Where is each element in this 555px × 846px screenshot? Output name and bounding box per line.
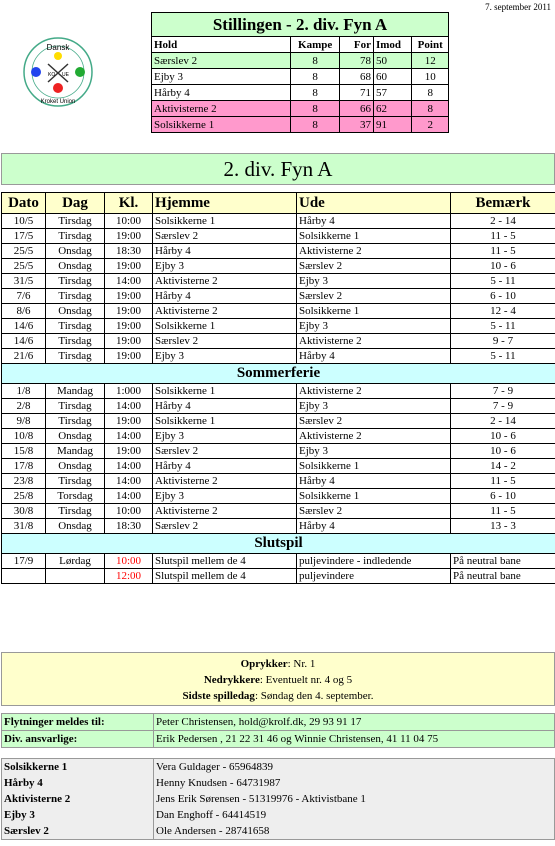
match-time: 19:00 [105, 259, 153, 274]
match-time: 10:00 [105, 214, 153, 229]
sidste-spilledag-label: Sidste spilledag [182, 690, 255, 702]
team-name: Solsikkerne 1 [2, 759, 154, 776]
match-row [2, 414, 555, 429]
schedule-header-result: Bemærk [451, 193, 555, 214]
match-away: Solsikkerne 1 [297, 229, 451, 244]
match-date: 31/8 [2, 519, 46, 534]
match-home: Aktivisterne 2 [153, 304, 297, 319]
oprykker-line [2, 656, 554, 672]
match-away: Ejby 3 [297, 444, 451, 459]
match-home: Solsikkerne 1 [153, 214, 297, 229]
contact-row [2, 731, 555, 748]
match-time: 14:00 [105, 489, 153, 504]
match-result: 11 - 5 [451, 229, 555, 244]
match-time: 19:00 [105, 349, 153, 364]
match-result: 13 - 3 [451, 519, 555, 534]
match-row [2, 459, 555, 474]
season-info-box [1, 652, 555, 706]
nedrykkere-label: Nedrykkere [203, 674, 260, 686]
match-time: 14:00 [105, 429, 153, 444]
match-time: 19:00 [105, 444, 153, 459]
standings-hold: Aktivisterne 2 [152, 101, 291, 117]
match-row [2, 334, 555, 349]
match-date: 17/9 [2, 554, 46, 569]
logo-mid-right: UE [62, 72, 69, 78]
match-day: Onsdag [46, 304, 105, 319]
team-name: Aktivisterne 2 [2, 791, 154, 807]
standings-for: 71 [339, 85, 373, 101]
match-row [2, 319, 555, 334]
team-contact: Henny Knudsen - 64731987 [154, 775, 555, 791]
match-date: 10/5 [2, 214, 46, 229]
standings-kampe: 8 [291, 53, 339, 69]
match-home: Solsikkerne 1 [153, 414, 297, 429]
standings-header-kampe: Kampe [291, 37, 339, 53]
match-date: 23/8 [2, 474, 46, 489]
standings-for: 68 [339, 69, 373, 85]
match-day: Mandag [46, 444, 105, 459]
match-away: Hårby 4 [297, 519, 451, 534]
match-row [2, 399, 555, 414]
team-contacts-table [1, 758, 555, 840]
match-date: 14/6 [2, 319, 46, 334]
match-result: 12 - 4 [451, 304, 555, 319]
standings-point: 8 [412, 101, 449, 117]
match-result: På neutral bane [451, 569, 555, 584]
match-home: Solsikkerne 1 [153, 319, 297, 334]
match-result: 7 - 9 [451, 384, 555, 399]
team-contact: Dan Enghoff - 64414519 [154, 807, 555, 823]
match-date: 8/6 [2, 304, 46, 319]
team-contact-row [2, 759, 555, 776]
match-date: 7/6 [2, 289, 46, 304]
match-home: Slutspil mellem de 4 [153, 569, 297, 584]
match-home: Hårby 4 [153, 399, 297, 414]
schedule-header-time: Kl. [105, 193, 153, 214]
standings-row [152, 53, 449, 69]
match-time: 1:000 [105, 384, 153, 399]
team-contact-row [2, 823, 555, 840]
team-contact: Ole Andersen - 28741658 [154, 823, 555, 840]
match-row [2, 444, 555, 459]
standings-for: 37 [339, 117, 373, 133]
match-time: 19:00 [105, 319, 153, 334]
standings-point: 8 [412, 85, 449, 101]
sidste-spilledag-value: : Søndag den 4. september. [254, 690, 374, 702]
standings-header-hold: Hold [152, 37, 291, 53]
match-day: Onsdag [46, 519, 105, 534]
match-away: puljevindere - indledende [297, 554, 451, 569]
match-away: Ejby 3 [297, 399, 451, 414]
match-home: Særslev 2 [153, 229, 297, 244]
match-result: 5 - 11 [451, 274, 555, 289]
match-away: puljevindere [297, 569, 451, 584]
standings-hold: Solsikkerne 1 [152, 117, 291, 133]
match-row [2, 304, 555, 319]
standings-kampe: 8 [291, 69, 339, 85]
match-away: Hårby 4 [297, 214, 451, 229]
team-contact-row [2, 791, 555, 807]
logo-bottom-text: Kroket Union [40, 99, 76, 105]
match-away: Aktivisterne 2 [297, 244, 451, 259]
match-home: Ejby 3 [153, 349, 297, 364]
match-away: Solsikkerne 1 [297, 489, 451, 504]
match-row [2, 229, 555, 244]
match-away: Aktivisterne 2 [297, 384, 451, 399]
team-contact-row [2, 775, 555, 791]
standings-imod: 50 [373, 53, 411, 69]
standings-hold: Særslev 2 [152, 53, 291, 69]
match-time: 10:00 [105, 554, 153, 569]
match-away: Særslev 2 [297, 259, 451, 274]
match-away: Særslev 2 [297, 289, 451, 304]
schedule-header-day: Dag [46, 193, 105, 214]
match-date: 15/8 [2, 444, 46, 459]
match-time: 19:00 [105, 229, 153, 244]
match-day: Tirsdag [46, 474, 105, 489]
standings-point: 2 [412, 117, 449, 133]
match-day: Tirsdag [46, 214, 105, 229]
team-name: Særslev 2 [2, 823, 154, 840]
standings-header-point: Point [412, 37, 449, 53]
match-date: 17/8 [2, 459, 46, 474]
standings-imod: 60 [373, 69, 411, 85]
match-home: Slutspil mellem de 4 [153, 554, 297, 569]
slutspil-label: Slutspil [2, 534, 555, 554]
krolf-union-logo [22, 36, 94, 108]
match-day: Tirsdag [46, 399, 105, 414]
match-time: 14:00 [105, 474, 153, 489]
oprykker-label: Oprykker [240, 658, 288, 670]
match-home: Hårby 4 [153, 289, 297, 304]
match-day: Onsdag [46, 259, 105, 274]
standings-kampe: 8 [291, 85, 339, 101]
standings-title: Stillingen - 2. div. Fyn A [152, 13, 449, 37]
schedule-header-date: Dato [2, 193, 46, 214]
match-result: 6 - 10 [451, 489, 555, 504]
schedule-table [1, 192, 555, 584]
match-time: 19:00 [105, 414, 153, 429]
match-time: 19:00 [105, 334, 153, 349]
match-away: Ejby 3 [297, 319, 451, 334]
contact-value: Peter Christensen, hold@krolf.dk, 29 93 91 17 [154, 714, 555, 731]
standings-header-imod: Imod [373, 37, 411, 53]
match-time: 19:00 [105, 304, 153, 319]
standings-table [151, 12, 449, 133]
match-away: Hårby 4 [297, 474, 451, 489]
schedule-header-away: Ude [297, 193, 451, 214]
match-day: Tirsdag [46, 504, 105, 519]
match-date: 14/6 [2, 334, 46, 349]
standings-row [152, 101, 449, 117]
standings-point: 10 [412, 69, 449, 85]
match-result: 5 - 11 [451, 319, 555, 334]
match-away: Aktivisterne 2 [297, 334, 451, 349]
match-day: Onsdag [46, 429, 105, 444]
match-home: Ejby 3 [153, 489, 297, 504]
team-contact-row [2, 807, 555, 823]
match-home: Solsikkerne 1 [153, 384, 297, 399]
match-row [2, 429, 555, 444]
match-time: 18:30 [105, 244, 153, 259]
match-date: 25/5 [2, 244, 46, 259]
match-home: Ejby 3 [153, 429, 297, 444]
standings-imod: 57 [373, 85, 411, 101]
sommerferie-label: Sommerferie [2, 364, 555, 384]
match-day: Tirsdag [46, 229, 105, 244]
match-row [2, 349, 555, 364]
match-result: 6 - 10 [451, 289, 555, 304]
match-home: Aktivisterne 2 [153, 274, 297, 289]
match-result: 11 - 5 [451, 504, 555, 519]
match-row [2, 504, 555, 519]
match-home: Særslev 2 [153, 334, 297, 349]
match-row [2, 259, 555, 274]
standings-kampe: 8 [291, 117, 339, 133]
match-result: 11 - 5 [451, 474, 555, 489]
logo-top-text: Dansk [46, 43, 70, 52]
final-match-row [2, 554, 555, 569]
match-time: 19:00 [105, 289, 153, 304]
section-row [2, 534, 555, 554]
match-date: 10/8 [2, 429, 46, 444]
match-date: 30/8 [2, 504, 46, 519]
match-result: 10 - 6 [451, 259, 555, 274]
match-away: Særslev 2 [297, 414, 451, 429]
match-day: Mandag [46, 384, 105, 399]
nedrykkere-line [2, 672, 554, 688]
contact-row [2, 714, 555, 731]
match-row [2, 214, 555, 229]
match-home: Aktivisterne 2 [153, 474, 297, 489]
team-name: Hårby 4 [2, 775, 154, 791]
match-result: 14 - 2 [451, 459, 555, 474]
team-contact: Vera Guldager - 65964839 [154, 759, 555, 776]
match-time: 10:00 [105, 504, 153, 519]
match-home: Særslev 2 [153, 519, 297, 534]
match-time: 18:30 [105, 519, 153, 534]
match-date [2, 569, 46, 584]
match-day: Lørdag [46, 554, 105, 569]
contacts-table [1, 713, 555, 748]
standings-row [152, 117, 449, 133]
match-home: Særslev 2 [153, 444, 297, 459]
division-banner: 2. div. Fyn A [1, 153, 555, 185]
sidste-spilledag-line [2, 688, 554, 704]
contact-label: Div. ansvarlige: [2, 731, 154, 748]
match-time: 14:00 [105, 459, 153, 474]
match-result: 2 - 14 [451, 414, 555, 429]
match-home: Aktivisterne 2 [153, 504, 297, 519]
match-date: 17/5 [2, 229, 46, 244]
match-date: 21/6 [2, 349, 46, 364]
match-date: 2/8 [2, 399, 46, 414]
match-away: Solsikkerne 1 [297, 304, 451, 319]
match-row [2, 474, 555, 489]
match-result: På neutral bane [451, 554, 555, 569]
team-contact: Jens Erik Sørensen - 51319976 - Aktivistbane 1 [154, 791, 555, 807]
page-date: 7. september 2011 [485, 2, 551, 12]
oprykker-value: : Nr. 1 [287, 658, 316, 670]
match-date: 31/5 [2, 274, 46, 289]
match-away: Ejby 3 [297, 274, 451, 289]
nedrykkere-value: : Eventuelt nr. 4 og 5 [259, 674, 353, 686]
standings-header-for: For [339, 37, 373, 53]
match-day: Tirsdag [46, 319, 105, 334]
standings-imod: 91 [373, 117, 411, 133]
contact-label: Flytninger meldes til: [2, 714, 154, 731]
match-away: Solsikkerne 1 [297, 459, 451, 474]
match-date: 9/8 [2, 414, 46, 429]
match-day: Tirsdag [46, 274, 105, 289]
final-match-row [2, 569, 555, 584]
standings-row [152, 69, 449, 85]
match-date: 25/8 [2, 489, 46, 504]
standings-hold: Hårby 4 [152, 85, 291, 101]
match-result: 7 - 9 [451, 399, 555, 414]
match-away: Hårby 4 [297, 349, 451, 364]
logo-mid-left: KO [48, 72, 56, 78]
match-date: 25/5 [2, 259, 46, 274]
standings-hold: Ejby 3 [152, 69, 291, 85]
match-time: 14:00 [105, 399, 153, 414]
match-row [2, 289, 555, 304]
match-row [2, 244, 555, 259]
standings-point: 12 [412, 53, 449, 69]
match-result: 10 - 6 [451, 429, 555, 444]
schedule-header-row [2, 193, 555, 214]
match-home: Hårby 4 [153, 244, 297, 259]
match-result: 9 - 7 [451, 334, 555, 349]
schedule-header-home: Hjemme [153, 193, 297, 214]
match-date: 1/8 [2, 384, 46, 399]
standings-kampe: 8 [291, 101, 339, 117]
match-time: 14:00 [105, 274, 153, 289]
standings-row [152, 85, 449, 101]
match-away: Særslev 2 [297, 504, 451, 519]
match-time: 12:00 [105, 569, 153, 584]
standings-for: 66 [339, 101, 373, 117]
match-result: 5 - 11 [451, 349, 555, 364]
match-row [2, 489, 555, 504]
match-day: Onsdag [46, 459, 105, 474]
match-row [2, 384, 555, 399]
standings-for: 78 [339, 53, 373, 69]
match-row [2, 274, 555, 289]
match-away: Aktivisterne 2 [297, 429, 451, 444]
match-row [2, 519, 555, 534]
match-day [46, 569, 105, 584]
match-day: Tirsdag [46, 289, 105, 304]
match-day: Tirsdag [46, 349, 105, 364]
match-day: Torsdag [46, 489, 105, 504]
match-home: Ejby 3 [153, 259, 297, 274]
match-day: Onsdag [46, 244, 105, 259]
section-row [2, 364, 555, 384]
match-day: Tirsdag [46, 334, 105, 349]
match-result: 11 - 5 [451, 244, 555, 259]
contact-value: Erik Pedersen , 21 22 31 46 og Winnie Christensen, 41 11 04 75 [154, 731, 555, 748]
match-result: 2 - 14 [451, 214, 555, 229]
match-day: Tirsdag [46, 414, 105, 429]
team-name: Ejby 3 [2, 807, 154, 823]
standings-imod: 62 [373, 101, 411, 117]
match-result: 10 - 6 [451, 444, 555, 459]
match-home: Hårby 4 [153, 459, 297, 474]
